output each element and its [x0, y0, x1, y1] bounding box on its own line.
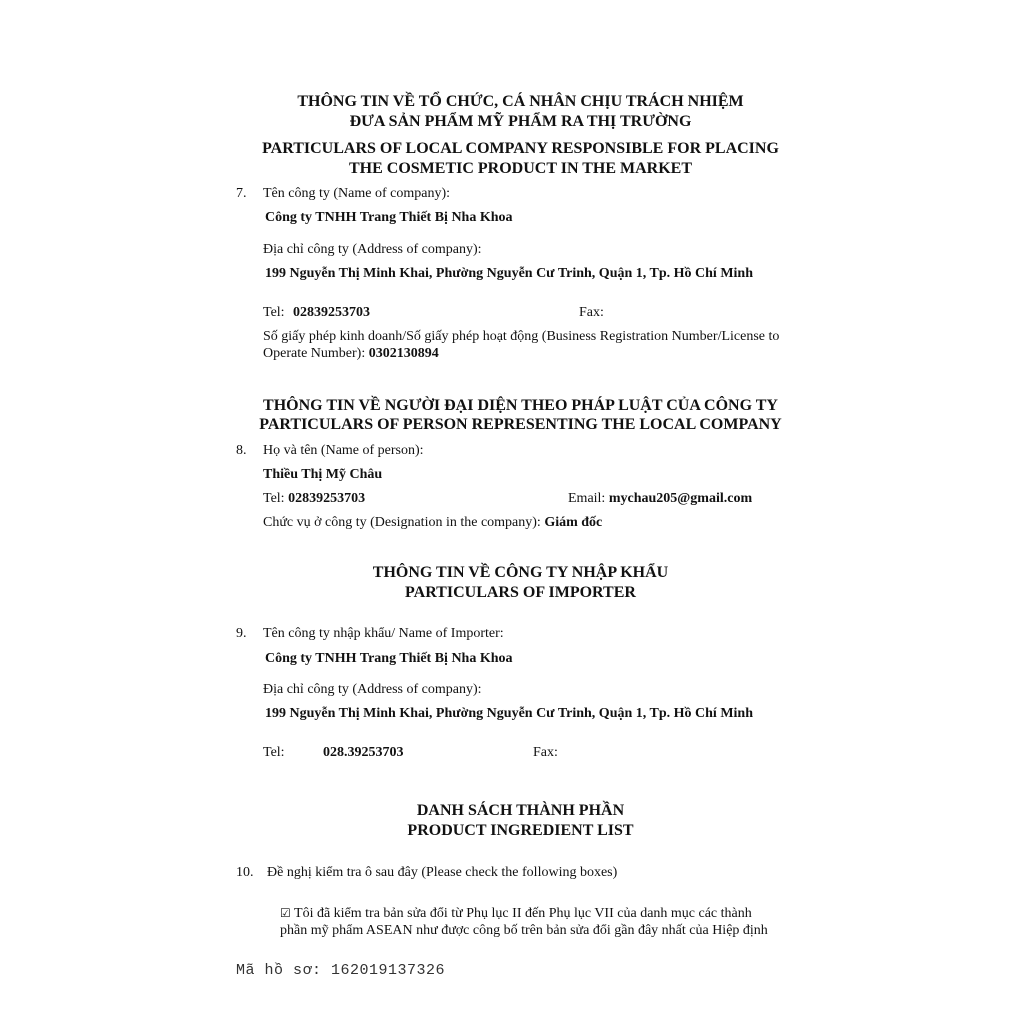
importer-name-label: Tên công ty nhập khẩu/ Name of Importer: [263, 626, 504, 641]
license-label-line1: Số giấy phép kinh doanh/Số giấy phép hoạt động (Business Registration Number/License to [263, 329, 780, 344]
checkbox-checked-icon[interactable]: ☑ [280, 906, 291, 920]
item-number-9: 9. [236, 626, 247, 641]
person-name-label: Họ và tên (Name of person): [263, 443, 424, 458]
person-email-value: mychau205@gmail.com [608, 491, 753, 506]
person-email-label: Email: [568, 491, 606, 506]
importer-tel-value: 028.39253703 [323, 745, 404, 760]
license-value: 0302130894 [368, 346, 439, 361]
company-tel-label: Tel: [263, 305, 285, 320]
item-number-8: 8. [236, 443, 247, 458]
check-text-line1 [280, 906, 805, 922]
person-designation-label: Chức vụ ở công ty (Designation in the company): [263, 515, 541, 530]
representative-title-en: PARTICULARS OF PERSON REPRESENTING THE LOCAL COMPANY [259, 416, 782, 433]
check-text-1: Tôi đã kiểm tra bản sửa đổi từ Phụ lục II đến Phụ lục VII của danh mục các thành [294, 906, 752, 921]
person-tel-row [263, 491, 365, 507]
company-title-en-line2: THE COSMETIC PRODUCT IN THE MARKET [348, 160, 692, 177]
importer-fax-label: Fax: [533, 745, 558, 760]
representative-title-vi: THÔNG TIN VỀ NGƯỜI ĐẠI DIỆN THEO PHÁP LUẬT CỦA CÔNG TY [263, 397, 778, 414]
company-fax-label: Fax: [579, 305, 604, 320]
person-designation-value: Giám đốc [544, 515, 603, 530]
importer-address-label: Địa chỉ công ty (Address of company): [263, 682, 482, 697]
ingredients-title-en: PRODUCT INGREDIENT LIST [407, 822, 634, 839]
company-title-vi-line1: THÔNG TIN VỀ TỔ CHỨC, CÁ NHÂN CHỊU TRÁCH NHIỆM [297, 93, 744, 110]
ingredients-title-vi: DANH SÁCH THÀNH PHẦN [416, 802, 625, 819]
company-tel-value: 02839253703 [293, 305, 370, 320]
importer-name-value: Công ty TNHH Trang Thiết Bị Nha Khoa [265, 651, 513, 666]
company-address-label: Địa chỉ công ty (Address of company): [263, 242, 482, 257]
importer-title-en: PARTICULARS OF IMPORTER [405, 584, 636, 601]
person-designation-row [263, 515, 602, 531]
person-tel-value: 02839253703 [288, 491, 366, 506]
company-name-value: Công ty TNHH Trang Thiết Bị Nha Khoa [265, 210, 513, 225]
check-text-2: phần mỹ phẩm ASEAN như được công bố trên bản sửa đổi gần đây nhất của Hiệp định [280, 923, 768, 938]
importer-tel-label: Tel: [263, 745, 285, 760]
person-tel-label: Tel: [263, 491, 285, 506]
company-title-vi-line2: ĐƯA SẢN PHẨM MỸ PHẨM RA THỊ TRƯỜNG [349, 113, 692, 130]
license-label-line2: Operate Number): [263, 346, 366, 361]
company-address-value: 199 Nguyễn Thị Minh Khai, Phường Nguyễn Cư Trinh, Quận 1, Tp. Hồ Chí Minh [265, 266, 753, 281]
importer-address-value: 199 Nguyễn Thị Minh Khai, Phường Nguyễn Cư Trinh, Quận 1, Tp. Hồ Chí Minh [265, 706, 753, 721]
license-line2 [263, 346, 439, 362]
item-number-7: 7. [236, 186, 247, 201]
check-instruction: Đề nghị kiểm tra ô sau đây (Please check the following boxes) [267, 865, 618, 880]
company-name-label: Tên công ty (Name of company): [263, 186, 450, 201]
company-title-en-line1: PARTICULARS OF LOCAL COMPANY RESPONSIBLE FOR PLACING [262, 140, 779, 157]
person-email-row [568, 491, 752, 507]
item-number-10: 10. [236, 865, 254, 880]
person-name-value: Thiều Thị Mỹ Châu [263, 467, 383, 482]
importer-title-vi: THÔNG TIN VỀ CÔNG TY NHẬP KHẨU [372, 564, 669, 581]
dossier-number: Mã hồ sơ: 162019137326 [236, 962, 446, 979]
